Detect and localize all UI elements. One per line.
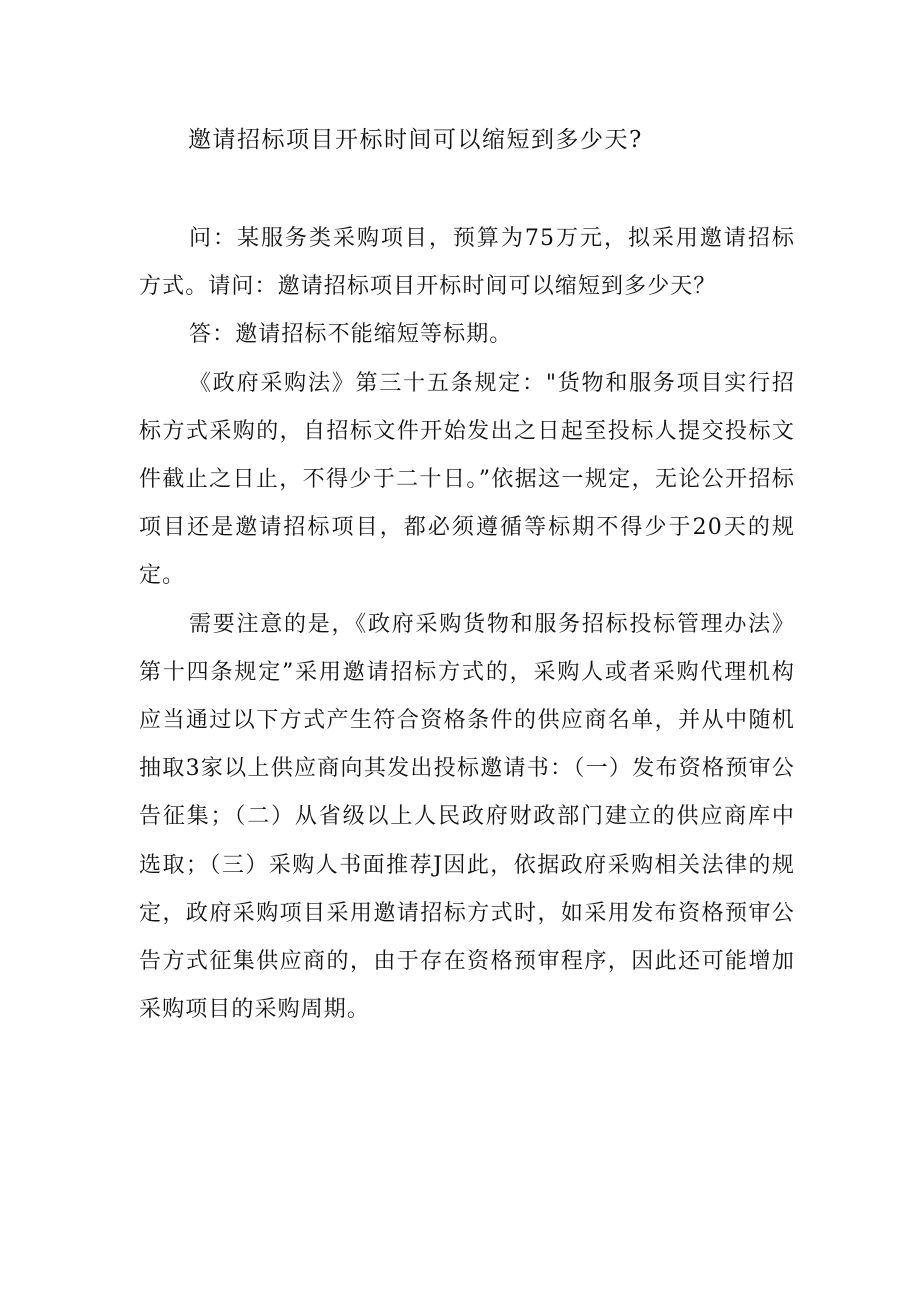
document-body bbox=[139, 215, 795, 1034]
document-title: 邀请招标项目开标时间可以缩短到多少天? bbox=[188, 127, 643, 153]
paragraph-question: 问：某服务类采购项目，预算为75万元，拟采用邀请招标方式。请问：邀请招标项目开标时间可以缩短到多少天？ bbox=[139, 226, 795, 300]
paragraph-note: 需要注意的是，《政府采购货物和服务招标投标管理办法》第十四条规定”采用邀请招标方式的，采购人或者采购代理机构应当通过以下方式产生符合资格条件的供应商名单，并从中随机抽取3家以上供应商向其发出投标邀请书：（一）发布资格预审公告征集；（二）从省级以上人民政府财政部门建立的供应商库中选取；（三）采购人书面推荐J因此，依据政府采购相关法律的规定，政府采购项目采用邀请招标方式时，如采用发布资格预审公告方式征集供应商的，由于存在资格预审程序，因此还可能增加采购项目的采购周期。 bbox=[139, 611, 795, 1023]
paragraph-answer: 答：邀请招标不能缩短等标期。 bbox=[189, 322, 513, 348]
paragraph-law-citation: 《政府采购法》第三十五条规定："货物和服务项目实行招标方式采购的，自招标文件开始发出之日起至投标人提交投标文件截止之日止，不得少于二十日。”依据这一规定，无论公开招标项目还是邀请招标项目，都必须遵循等标期不得少于20天的规定。 bbox=[139, 370, 795, 589]
